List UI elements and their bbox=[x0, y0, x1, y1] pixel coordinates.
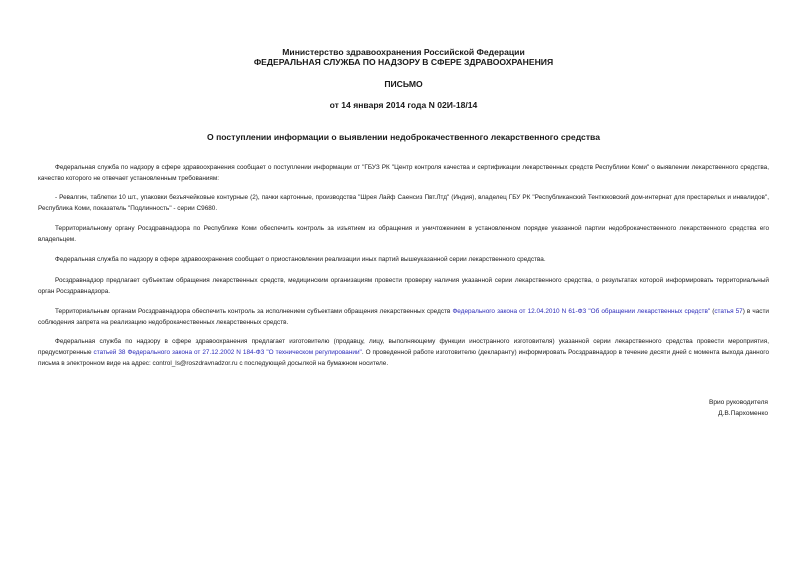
document-subject: О поступлении информации о выявлении недоброкачественного лекарственного средства bbox=[207, 132, 600, 142]
paragraph-7-text-end: . О проведенной работе изготовителю (декларанту) информировать Росздравнадзор в течение десяти дней с момента выхода данного письма в электронном виде на адрес: control_ls@roszdravnadzor.ru с последующей досылкой на бумажном носителе. bbox=[38, 349, 770, 368]
document-type: ПИСЬМО bbox=[384, 79, 423, 89]
law-61-fz-link[interactable]: Федерального закона от 12.04.2010 N 61-ФЗ "Об обращении лекарственных средств" bbox=[452, 308, 711, 315]
paragraph-3: Территориальному органу Росздравнадзора по Республике Коми обеспечить контроль за изъятием из обращения и уничтожением в установленном порядке указанной партии недоброкачественного лекарственного средства его владельцем. bbox=[38, 225, 769, 244]
paragraph-6-text-start: Территориальным органам Росздравнадзора обеспечить контроль за исполнением субъектами обращения лекарственных средств bbox=[55, 308, 453, 315]
article-57-link[interactable]: статья 57 bbox=[714, 308, 743, 315]
paragraph-4: Федеральная служба по надзору в сфере здравоохранения сообщает о приостановлении реализации иных партий вышеуказанной серии лекарственного средства. bbox=[55, 256, 546, 263]
paragraph-2: - Ревалгин, таблетки 10 шт., упаковки безъячейковые контурные (2), пачки картонные, производства "Шрея Лайф Саенсиз Пвт.Лтд" (Индия), владелец ГБУ РК "Республиканский Тентюковский дом-интернат для престарелых и инвалидов", Республика Коми, показатель "Подлинность" - серии С9680. bbox=[38, 194, 769, 213]
law-184-fz-link[interactable]: статьей 38 Федерального закона от 27.12.2002 N 184-ФЗ "О техническом регулировании" bbox=[93, 349, 362, 357]
signature-name: Д.В.Пархоменко bbox=[718, 410, 768, 417]
paragraph-6 bbox=[38, 306, 769, 328]
paragraph-6-text-mid: ( bbox=[710, 308, 715, 315]
service-heading: ФЕДЕРАЛЬНАЯ СЛУЖБА ПО НАДЗОРУ В СФЕРЕ ЗДРАВООХРАНЕНИЯ bbox=[253, 57, 554, 67]
paragraph-6-text-end: ) в части соблюдения запрета на реализацию недоброкачественных лекарственных средств. bbox=[38, 308, 769, 327]
ministry-heading: Министерство здравоохранения Российской Федерации bbox=[282, 47, 525, 57]
paragraph-7 bbox=[38, 336, 769, 370]
paragraph-5: Росздравнадзор предлагает субъектам обращения лекарственных средств, медицинским организациям провести проверку наличия указанной серии лекарственного средства, о результатах которой информировать территориальный орган Росздравнадзора. bbox=[38, 277, 769, 296]
paragraph-1: Федеральная служба по надзору в сфере здравоохранения сообщает о поступлении информации от "ГБУЗ РК "Центр контроля качества и сертификации лекарственных средств Республики Коми" о выявлении лекарственного средства, качество которого не отвечает установленным требованиям: bbox=[38, 164, 769, 183]
signature-title: Врио руководителя bbox=[708, 399, 768, 406]
document-date-number: от 14 января 2014 года N 02И-18/14 bbox=[329, 100, 478, 110]
paragraph-7-text-start: Федеральная служба по надзору в сфере здравоохранения предлагает изготовителю (продавцу, лицу, выполняющему функции иностранного изготовителя) указанной серии лекарственного средства провести мероприятия, предусмотренные bbox=[38, 338, 769, 357]
